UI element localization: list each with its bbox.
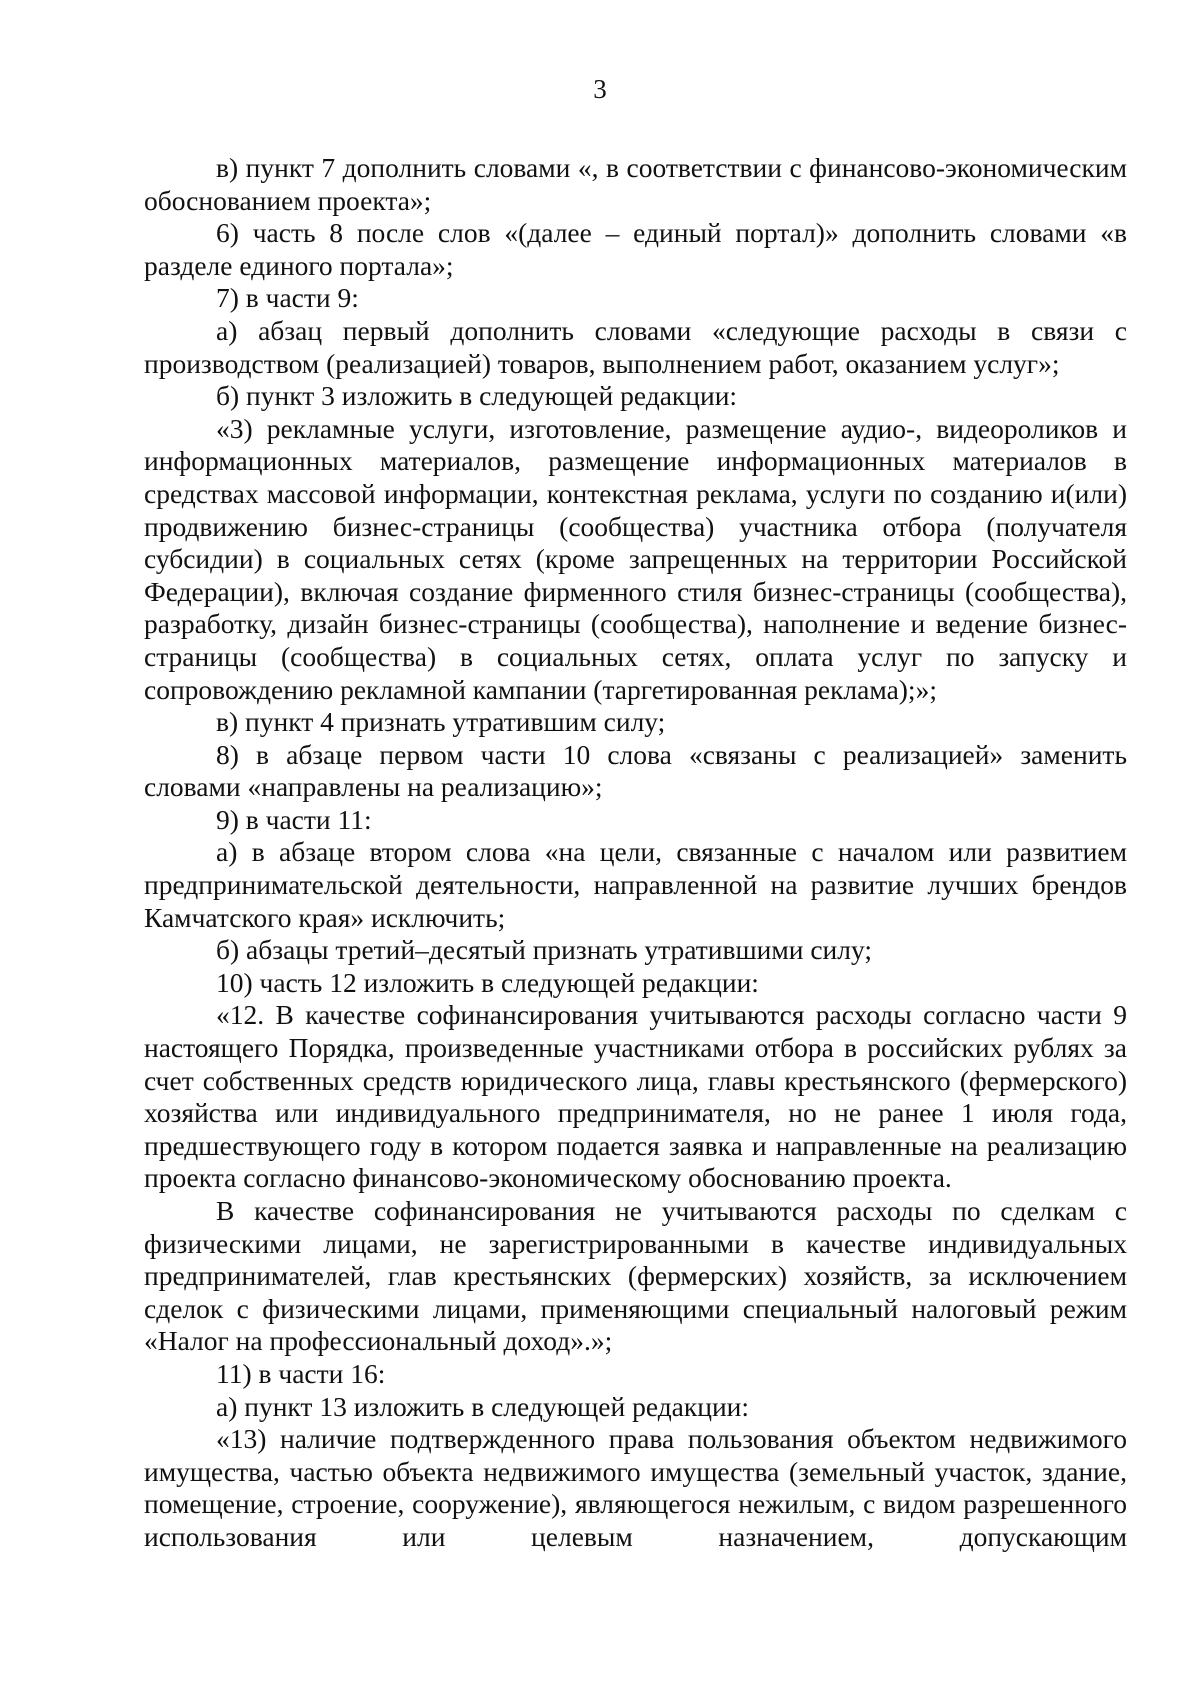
paragraph: 11) в части 16: (216, 1357, 386, 1389)
paragraph: 9) в части 11: (216, 803, 372, 835)
paragraph: В качестве софинансирования не учитываются расходы по сделкам с физическими лицами, не зарегистрированными в качестве индивидуальных предпринимателей, глав крестьянских (фермерских) хозяйств, за исключением сделок с физическими лицами, применяющими специальный налоговый режим «Налог на профессиональный доход».»; (144, 1195, 1127, 1357)
paragraph: б) абзацы третий–десятый признать утратившими силу; (216, 934, 873, 966)
paragraph: в) пункт 4 признать утратившим силу; (216, 706, 666, 738)
paragraph: 7) в части 9: (216, 282, 359, 314)
paragraph: а) абзац первый дополнить словами «следующие расходы в связи с производством (реализацией) товаров, выполнением работ, оказанием услуг»; (144, 314, 1127, 379)
paragraph: а) пункт 13 изложить в следующей редакции: (216, 1390, 750, 1422)
paragraph: 8) в абзаце первом части 10 слова «связаны с реализацией» заменить словами «направлены на реализацию»; (144, 738, 1127, 803)
paragraph: а) в абзаце втором слова «на цели, связанные с началом или развитием предпринимательской деятельности, направленной на развитие лучших брендов Камчатского края» исключить; (144, 836, 1127, 933)
paragraph: 10) часть 12 изложить в следующей редакции: (216, 966, 759, 998)
page-number: 3 (593, 74, 607, 104)
document-body (144, 152, 1127, 1554)
paragraph: «13) наличие подтвержденного права пользования объектом недвижимого имущества, частью объекта недвижимого имущества (земельный участок, здание, помещение, строение, сооружение), являющегося нежилым, с видом разрешенного использования или целевым назначением, допускающим (144, 1423, 1127, 1552)
paragraph: 6) часть 8 после слов «(далее – единый портал)» дополнить словами «в разделе единого портала»; (144, 217, 1127, 281)
paragraph: «3) рекламные услуги, изготовление, размещение аудио-, видеороликов и информационных материалов, размещение информационных материалов в средствах массовой информации, контекстная реклама, услуги по созданию и(или) продвижению бизнес-страницы (сообщества) участника отбора (получателя субсидии) в социальных сетях (кроме запрещенных на территории Российской Федерации), включая создание фирменного стиля бизнес-страницы (сообщества), разработку, дизайн бизнес-страницы (сообщества), наполнение и ведение бизнес-страницы (сообщества) в социальных сетях, оплата услуг по запуску и сопровождению рекламной кампании (таргетированная реклама);»; (144, 412, 1127, 705)
paragraph: в) пункт 7 дополнить словами «, в соответствии с финансово-экономическим обоснованием проекта»; (144, 152, 1127, 216)
paragraph: «12. В качестве софинансирования учитываются расходы согласно части 9 настоящего Порядка, произведенные участниками отбора в российских рублях за счет собственных средств юридического лица, главы крестьянского (фермерского) хозяйства или индивидуального предпринимателя, но не ранее 1 июля года, предшествующего году в котором подается заявка и направленные на реализацию проекта согласно финансово-экономическому обоснованию проекта. (144, 999, 1127, 1194)
paragraph: б) пункт 3 изложить в следующей редакции: (216, 380, 738, 412)
